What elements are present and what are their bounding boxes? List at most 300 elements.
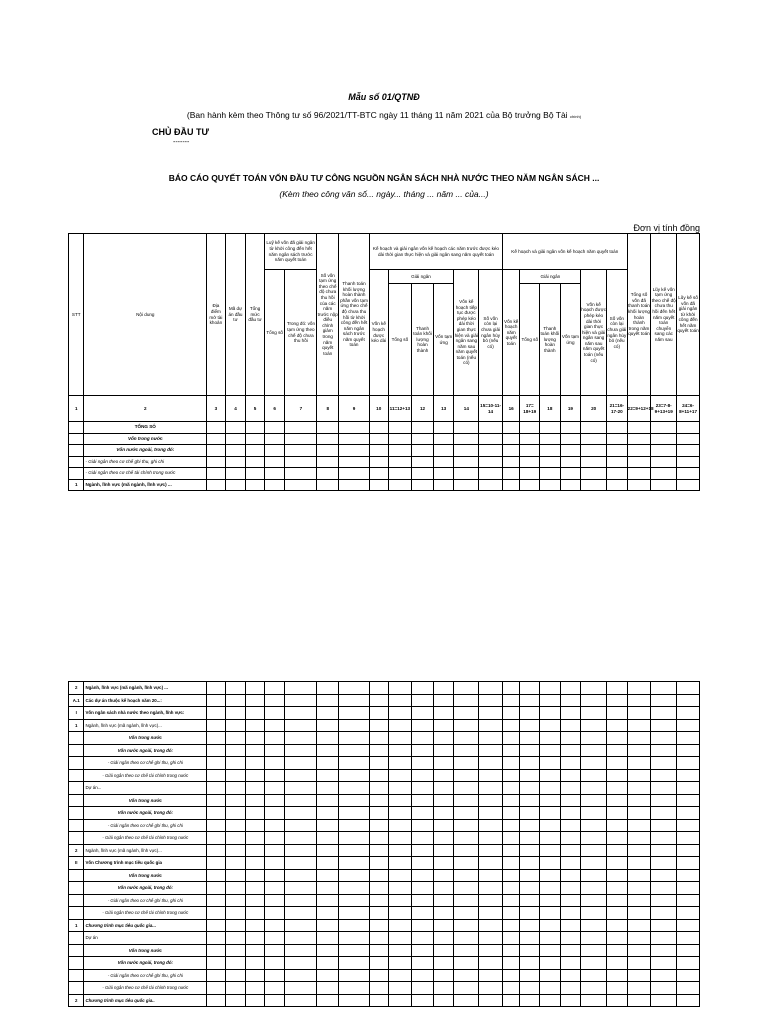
value-cell (502, 744, 520, 757)
row-content: Chương trình mục tiêu quốc gia.. (84, 994, 207, 1007)
value-cell (369, 869, 388, 882)
value-cell (606, 782, 627, 795)
value-cell (479, 744, 503, 757)
value-cell (412, 744, 434, 757)
value-cell (369, 794, 388, 807)
settlement-table-top (68, 233, 700, 491)
value-cell (369, 757, 388, 770)
value-cell (520, 819, 540, 832)
value-cell (264, 869, 285, 882)
value-cell (677, 445, 700, 457)
value-cell (317, 479, 339, 491)
value-cell (317, 456, 339, 468)
value-cell (520, 456, 540, 468)
value-cell (207, 719, 226, 732)
value-cell (246, 944, 265, 957)
value-cell (285, 479, 317, 491)
value-cell (479, 682, 503, 695)
value-cell (433, 445, 454, 457)
value-cell (677, 707, 700, 720)
row-content: Vốn ngân sách nhà nước theo ngành, lĩnh vực: (84, 707, 207, 720)
value-cell (339, 456, 370, 468)
value-cell (285, 844, 317, 857)
row-content: Vốn trong nước (84, 944, 207, 957)
issued-by-text: (Ban hành kèm theo Thông tư số 96/2021/TT-BTC ngày 11 tháng 11 năm 2021 của Bộ trưởng Bộ Tài (186, 110, 568, 120)
value-cell (369, 832, 388, 845)
value-cell (207, 819, 226, 832)
row-content: TỔNG SỐ (84, 422, 207, 434)
value-cell (520, 782, 540, 795)
value-cell (479, 694, 503, 707)
value-cell (412, 869, 434, 882)
value-cell (285, 744, 317, 757)
value-cell (317, 433, 339, 445)
row-stt (69, 957, 84, 970)
value-cell (433, 479, 454, 491)
row-stt (69, 832, 84, 845)
value-cell (207, 769, 226, 782)
value-cell (285, 882, 317, 895)
value-cell (502, 919, 520, 932)
value-cell (502, 907, 520, 920)
value-cell (606, 957, 627, 970)
row-stt (69, 782, 84, 795)
value-cell (560, 907, 581, 920)
value-cell (285, 694, 317, 707)
value-cell (225, 869, 246, 882)
value-cell (581, 807, 607, 820)
value-cell (369, 782, 388, 795)
value-cell (560, 744, 581, 757)
value-cell (285, 832, 317, 845)
value-cell (246, 869, 265, 882)
row-stt (69, 807, 84, 820)
value-cell (433, 433, 454, 445)
value-cell (339, 882, 370, 895)
value-cell (479, 819, 503, 832)
table-row (69, 794, 700, 807)
value-cell (540, 982, 561, 995)
row-content: Chương trình mục tiêu quốc gia... (84, 919, 207, 932)
value-cell (317, 894, 339, 907)
value-cell (479, 857, 503, 870)
value-cell (433, 944, 454, 957)
value-cell (317, 682, 339, 695)
value-cell (207, 857, 226, 870)
value-cell (677, 932, 700, 945)
row-content: Dự án (84, 932, 207, 945)
value-cell (412, 757, 434, 770)
value-cell (285, 445, 317, 457)
value-cell (454, 445, 479, 457)
value-cell (264, 919, 285, 932)
value-cell (285, 869, 317, 882)
value-cell (479, 907, 503, 920)
value-cell (388, 744, 412, 757)
row-content: Vốn Chương trình mục tiêu quốc gia (84, 857, 207, 870)
value-cell (581, 757, 607, 770)
table-row (69, 719, 700, 732)
value-cell (433, 907, 454, 920)
value-cell (651, 694, 677, 707)
value-cell (433, 819, 454, 832)
value-cell (388, 479, 412, 491)
value-cell (317, 707, 339, 720)
value-cell (225, 719, 246, 732)
value-cell (540, 433, 561, 445)
value-cell (627, 894, 651, 907)
value-cell (433, 919, 454, 932)
value-cell (606, 769, 627, 782)
table-row (69, 456, 700, 468)
value-cell (412, 769, 434, 782)
value-cell (560, 719, 581, 732)
value-cell (369, 694, 388, 707)
col-cur-plan-group: Kế hoạch và giải ngân vốn kế hoạch năm quyết toán (502, 234, 627, 270)
value-cell (369, 744, 388, 757)
value-cell (246, 994, 265, 1007)
table-row (69, 445, 700, 457)
row-content: Vốn trong nước (84, 433, 207, 445)
value-cell (479, 757, 503, 770)
value-cell (388, 994, 412, 1007)
value-cell (677, 882, 700, 895)
column-number: 18 (540, 396, 561, 422)
col-cum-total: Tổng số (264, 270, 285, 396)
value-cell (520, 882, 540, 895)
value-cell (433, 982, 454, 995)
value-cell (246, 694, 265, 707)
value-cell (246, 719, 265, 732)
value-cell (560, 468, 581, 480)
value-cell (520, 869, 540, 882)
value-cell (454, 744, 479, 757)
col-cur-advance: Vốn tạm ứng (560, 284, 581, 396)
value-cell (454, 422, 479, 434)
value-cell (207, 732, 226, 745)
value-cell (560, 994, 581, 1007)
value-cell (581, 844, 607, 857)
value-cell (285, 732, 317, 745)
value-cell (369, 445, 388, 457)
value-cell (540, 694, 561, 707)
value-cell (627, 869, 651, 882)
value-cell (479, 807, 503, 820)
value-cell (454, 707, 479, 720)
value-cell (317, 422, 339, 434)
value-cell (520, 694, 540, 707)
value-cell (677, 456, 700, 468)
value-cell (454, 433, 479, 445)
value-cell (651, 919, 677, 932)
value-cell (412, 719, 434, 732)
column-number: 17= 18+19 (520, 396, 540, 422)
value-cell (369, 932, 388, 945)
value-cell (560, 422, 581, 434)
column-number: 11=12+13 (388, 396, 412, 422)
value-cell (317, 982, 339, 995)
value-cell (581, 944, 607, 957)
value-cell (540, 807, 561, 820)
value-cell (246, 819, 265, 832)
table-row (69, 744, 700, 757)
value-cell (264, 807, 285, 820)
value-cell (285, 957, 317, 970)
col-cum-advance: Trong đó: vốn tạm ứng theo chế độ chưa thu hồi (285, 270, 317, 396)
column-number: 7 (285, 396, 317, 422)
col-cur-remaining: Số vốn còn lại chưa giải ngân hủy bỏ (nếu có) (607, 270, 628, 396)
value-cell (264, 456, 285, 468)
value-cell (225, 479, 246, 491)
col-project-code: Mã dự án đầu tư (225, 234, 246, 396)
value-cell (388, 819, 412, 832)
value-cell (581, 857, 607, 870)
value-cell (339, 468, 370, 480)
row-stt (69, 422, 84, 434)
value-cell (285, 894, 317, 907)
col-prev-disb-group: Giải ngân (388, 270, 454, 284)
value-cell (581, 744, 607, 757)
value-cell (412, 707, 434, 720)
value-cell (606, 794, 627, 807)
value-cell (454, 468, 479, 480)
row-stt (69, 982, 84, 995)
value-cell (677, 982, 700, 995)
value-cell (627, 732, 651, 745)
value-cell (502, 869, 520, 882)
value-cell (479, 719, 503, 732)
value-cell (317, 844, 339, 857)
value-cell (264, 944, 285, 957)
value-cell (677, 479, 700, 491)
value-cell (627, 832, 651, 845)
value-cell (246, 969, 265, 982)
value-cell (651, 719, 677, 732)
value-cell (606, 994, 627, 1007)
value-cell (388, 682, 412, 695)
column-number: 14 (454, 396, 479, 422)
column-number: 15=10-11-14 (479, 396, 503, 422)
value-cell (540, 744, 561, 757)
value-cell (285, 707, 317, 720)
value-cell (285, 932, 317, 945)
value-cell (246, 769, 265, 782)
value-cell (225, 807, 246, 820)
value-cell (246, 782, 265, 795)
value-cell (339, 433, 370, 445)
value-cell (454, 969, 479, 982)
value-cell (264, 719, 285, 732)
value-cell (264, 857, 285, 870)
value-cell (581, 869, 607, 882)
value-cell (651, 807, 677, 820)
value-cell (369, 907, 388, 920)
value-cell (627, 919, 651, 932)
value-cell (412, 882, 434, 895)
row-stt (69, 944, 84, 957)
value-cell (433, 969, 454, 982)
col-cur-extend: Vốn kế hoạch được phép kéo dài thời gian thực hiện và giải ngân sang năm sau năm quyết toán (nếu có) (581, 270, 607, 396)
value-cell (479, 944, 503, 957)
value-cell (581, 819, 607, 832)
value-cell (264, 732, 285, 745)
value-cell (388, 844, 412, 857)
col-cur-total: Tổng số (520, 284, 540, 396)
value-cell (317, 468, 339, 480)
value-cell (246, 732, 265, 745)
value-cell (520, 433, 540, 445)
value-cell (607, 445, 628, 457)
value-cell (520, 757, 540, 770)
value-cell (369, 719, 388, 732)
row-stt (69, 445, 84, 457)
value-cell (369, 994, 388, 1007)
value-cell (560, 682, 581, 695)
value-cell (246, 682, 265, 695)
value-cell (388, 707, 412, 720)
value-cell (651, 794, 677, 807)
value-cell (479, 782, 503, 795)
value-cell (540, 882, 561, 895)
value-cell (502, 732, 520, 745)
value-cell (651, 819, 677, 832)
value-cell (540, 932, 561, 945)
value-cell (581, 445, 607, 457)
value-cell (388, 882, 412, 895)
col-cur-disb-group: Giải ngân (520, 270, 581, 284)
value-cell (479, 869, 503, 882)
value-cell (581, 719, 607, 732)
value-cell (581, 969, 607, 982)
value-cell (627, 994, 651, 1007)
value-cell (412, 468, 434, 480)
table-row (69, 882, 700, 895)
col-cur-plan: Vốn kế hoạch năm quyết toán (502, 270, 520, 396)
value-cell (502, 682, 520, 695)
value-cell (412, 907, 434, 920)
value-cell (677, 944, 700, 957)
value-cell (388, 757, 412, 770)
value-cell (207, 982, 226, 995)
value-cell (264, 882, 285, 895)
value-cell (606, 707, 627, 720)
value-cell (246, 832, 265, 845)
value-cell (651, 907, 677, 920)
value-cell (581, 794, 607, 807)
value-cell (285, 907, 317, 920)
value-cell (246, 479, 265, 491)
value-cell (369, 944, 388, 957)
row-content: - Giải ngân theo cơ chế tài chính trong nước (84, 982, 207, 995)
value-cell (433, 682, 454, 695)
value-cell (627, 433, 651, 445)
value-cell (339, 445, 370, 457)
value-cell (207, 869, 226, 882)
row-stt (69, 732, 84, 745)
value-cell (581, 919, 607, 932)
value-cell (479, 707, 503, 720)
value-cell (502, 769, 520, 782)
value-cell (581, 694, 607, 707)
value-cell (339, 682, 370, 695)
value-cell (317, 919, 339, 932)
col-stt: STT (69, 234, 84, 396)
value-cell (454, 882, 479, 895)
column-number: 13 (433, 396, 454, 422)
settlement-table-bottom (68, 681, 700, 1007)
row-content: - Giải ngân theo cơ chế ghi thu, ghi chi (84, 894, 207, 907)
value-cell (454, 719, 479, 732)
value-cell (388, 422, 412, 434)
value-cell (606, 982, 627, 995)
value-cell (339, 932, 370, 945)
value-cell (388, 694, 412, 707)
table-row (69, 994, 700, 1007)
value-cell (225, 769, 246, 782)
column-number: 6 (264, 396, 285, 422)
value-cell (412, 456, 434, 468)
value-cell (454, 732, 479, 745)
value-cell (479, 882, 503, 895)
value-cell (651, 445, 677, 457)
value-cell (317, 694, 339, 707)
value-cell (454, 844, 479, 857)
value-cell (581, 782, 607, 795)
value-cell (651, 707, 677, 720)
row-content: Vốn trong nước (84, 794, 207, 807)
value-cell (454, 769, 479, 782)
value-cell (433, 994, 454, 1007)
value-cell (285, 807, 317, 820)
value-cell (246, 445, 265, 457)
value-cell (317, 932, 339, 945)
value-cell (502, 819, 520, 832)
value-cell (412, 957, 434, 970)
value-cell (207, 994, 226, 1007)
row-content: - Giải ngân theo cơ chế tài chính trong nước (84, 769, 207, 782)
value-cell (479, 919, 503, 932)
value-cell (502, 719, 520, 732)
table-row (69, 757, 700, 770)
value-cell (264, 433, 285, 445)
value-cell (433, 757, 454, 770)
value-cell (246, 957, 265, 970)
value-cell (339, 819, 370, 832)
col-prev-completed: Thanh toán khối lượng hoàn thành (412, 284, 434, 396)
value-cell (540, 819, 561, 832)
value-cell (388, 969, 412, 982)
col-prev-plan-group: Kế hoạch và giải ngân vốn kế hoạch các năm trước được kéo dài thời gian thực hiện và giải ngân sang năm quyết toán (369, 234, 502, 270)
value-cell (225, 832, 246, 845)
value-cell (479, 422, 503, 434)
value-cell (246, 882, 265, 895)
value-cell (677, 769, 700, 782)
value-cell (502, 957, 520, 970)
value-cell (520, 994, 540, 1007)
value-cell (454, 957, 479, 970)
value-cell (454, 479, 479, 491)
value-cell (627, 782, 651, 795)
table-row (69, 894, 700, 907)
value-cell (285, 819, 317, 832)
column-number: 4 (225, 396, 246, 422)
value-cell (369, 456, 388, 468)
value-cell (540, 894, 561, 907)
value-cell (581, 932, 607, 945)
issued-by-tail: chính) (569, 114, 582, 119)
value-cell (454, 807, 479, 820)
value-cell (317, 994, 339, 1007)
